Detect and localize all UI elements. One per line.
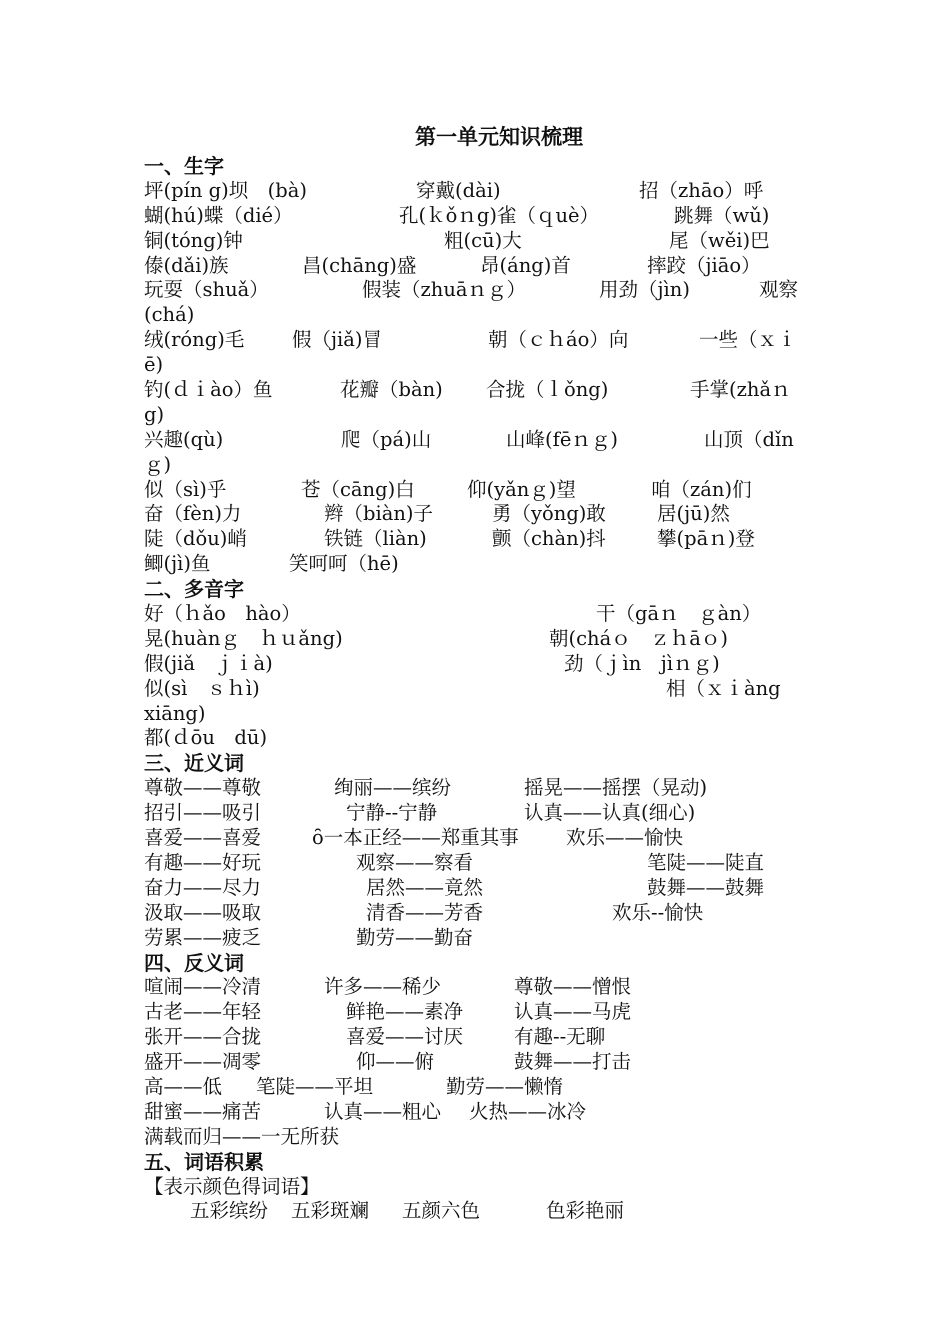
entry-text: 奋（fèn)力: [144, 502, 242, 526]
entry-text: 勤劳——懒惰: [446, 1074, 564, 1098]
entry-text: 相（ｘｉàng: [666, 676, 781, 700]
entry-text: 铁链（liàn): [324, 527, 427, 551]
entry-text: 爬（pá)山: [341, 427, 432, 451]
entry-text: 满载而归——一无所获: [144, 1124, 340, 1148]
entry-text: 认真——认真(细心): [524, 801, 696, 825]
entry-text: 奋力——尽力: [144, 875, 262, 899]
entry-text: g): [144, 402, 165, 426]
char-row: [144, 502, 814, 527]
entry-text: 汲取——吸取: [144, 900, 262, 924]
entry-text: 五彩斑斓: [291, 1199, 370, 1223]
entry-text: 喜爱——讨厌: [346, 1025, 464, 1049]
entry-text: ȏ一本正经——郑重其事: [312, 826, 519, 850]
vocabulary-words-row: [144, 1199, 814, 1224]
entry-text: xiāng): [144, 701, 206, 725]
entry-text: 居然——竟然: [366, 875, 484, 899]
entry-text: 许多——稀少: [324, 975, 442, 999]
entry-text: 笑呵呵（hē): [289, 552, 399, 576]
entry-text: 喜爱——喜爱: [144, 826, 262, 850]
entry-text: ē): [144, 353, 164, 377]
vocabulary-subheading: [144, 1175, 814, 1200]
entry-text: 摔跤（jiāo）: [647, 253, 761, 277]
entry-text: 都(ｄōu dū): [144, 726, 268, 750]
entry-text: 钓(ｄｉào）鱼: [144, 378, 273, 402]
entry-text: 勤劳——勤奋: [356, 925, 474, 949]
char-row: [144, 278, 814, 303]
entry-text: 招引——吸引: [144, 801, 262, 825]
entry-text: 穿戴(dài): [416, 178, 501, 202]
char-row: [144, 552, 814, 577]
entry-text: 假装（zhuāｎｇ）: [362, 278, 527, 302]
char-row: [144, 527, 814, 552]
char-row: [144, 453, 814, 478]
entry-text: 咱（zán)们: [651, 477, 752, 501]
entry-text: 合拢（ｌǒng): [486, 378, 609, 402]
entry-text: 假（jiǎ)冒: [292, 328, 383, 352]
entry-text: 一些（ｘｉ: [699, 328, 797, 352]
char-row: [144, 353, 814, 378]
entry-text: 有趣--无聊: [514, 1025, 606, 1049]
polyphone-row: [144, 726, 814, 751]
entry-text: 宁静--宁静: [346, 801, 438, 825]
synonym-row: [144, 851, 814, 876]
entry-text: 傣(dǎi)族: [144, 253, 229, 277]
antonym-row: [144, 1125, 814, 1150]
entry-text: 张开——合拢: [144, 1025, 262, 1049]
char-row: [144, 478, 814, 503]
entry-text: 朝（ｃｈáo）向: [488, 328, 629, 352]
antonym-row: [144, 1050, 814, 1075]
antonym-row: [144, 1025, 814, 1050]
entry-text: 清香——芳香: [366, 900, 484, 924]
entry-text: 蝴(hú)蝶（dié）: [144, 203, 293, 227]
entry-text: 粗(cū)大: [444, 228, 522, 252]
synonym-row: [144, 826, 814, 851]
entry-text: 颤（chàn)抖: [492, 527, 606, 551]
section-heading-synonyms: 三、近义词: [144, 751, 244, 776]
char-row: [144, 328, 814, 353]
polyphone-row: [144, 627, 814, 652]
entry-text: 干（gāｎ ｇàn）: [596, 602, 762, 626]
antonym-row: [144, 975, 814, 1000]
entry-text: 尊敬——尊敬: [144, 776, 262, 800]
entry-text: 似（sì)乎: [144, 477, 227, 501]
section-heading-antonyms: 四、反义词: [144, 950, 244, 975]
entry-text: 坪(pín g)坝 (bà): [144, 178, 307, 202]
entry-text: 居(jū)然: [657, 502, 730, 526]
entry-text: 晃(huànｇ ｈｕǎng): [144, 626, 343, 650]
entry-text: 喧闹——冷清: [144, 975, 262, 999]
entry-text: 欢乐--愉快: [612, 900, 704, 924]
entry-text: 攀(pāｎ)登: [657, 527, 755, 551]
entry-text: 朝(cháｏ ｚｈāｏ): [549, 626, 728, 650]
char-row: [144, 378, 814, 403]
section-heading-new-characters: 一、生字: [144, 154, 224, 178]
antonym-row: [144, 1000, 814, 1025]
entry-text: 五彩缤纷: [190, 1199, 269, 1223]
synonym-row: [144, 926, 814, 951]
entry-text: 好（ｈǎo hào）: [144, 602, 301, 626]
entry-text: 古老——年轻: [144, 1000, 262, 1024]
entry-text: 劳累——疲乏: [144, 925, 262, 949]
char-row: [144, 303, 814, 328]
polyphone-row: [144, 677, 814, 702]
entry-text: 认真——粗心: [324, 1099, 442, 1123]
section-heading-polyphones: 二、多音字: [144, 577, 244, 602]
entry-text: 【表示颜色得词语】: [144, 1174, 320, 1198]
entry-text: 鼓舞——打击: [514, 1050, 632, 1074]
synonym-row: [144, 801, 814, 826]
char-row: [144, 428, 814, 453]
entry-text: 玩耍（shuǎ）: [144, 278, 269, 302]
synonym-row: [144, 876, 814, 901]
entry-text: 昌(chāng)盛: [302, 253, 417, 277]
entry-text: 绚丽——缤纷: [334, 776, 452, 800]
entry-text: 山顶（dǐn: [704, 427, 794, 451]
entry-text: 色彩艳丽: [546, 1199, 625, 1223]
entry-text: 认真——马虎: [514, 1000, 632, 1024]
entry-text: 仰——俯: [356, 1050, 435, 1074]
entry-text: 有趣——好玩: [144, 850, 262, 874]
polyphone-row: [144, 702, 814, 727]
entry-text: 用劲（jìn): [599, 278, 690, 302]
entry-text: 绒(róng)毛: [144, 328, 245, 352]
entry-text: 观察——察看: [356, 850, 474, 874]
entry-text: 盛开——凋零: [144, 1050, 262, 1074]
entry-text: (chá): [144, 303, 195, 327]
entry-text: 鲜艳——素净: [346, 1000, 464, 1024]
entry-text: 观察: [759, 278, 799, 302]
entry-text: 苍（cāng)白: [301, 477, 415, 501]
entry-text: 尾（wěi)巴: [669, 228, 770, 252]
entry-text: 勇（yǒng)敢: [492, 502, 606, 526]
entry-text: 高——低: [144, 1074, 223, 1098]
entry-text: 尊敬——憎恨: [514, 975, 632, 999]
entry-text: 劲（ｊìn jìｎｇ): [564, 651, 720, 675]
entry-text: 跳舞（wǔ): [674, 203, 770, 227]
entry-text: 五颜六色: [402, 1199, 481, 1223]
char-row: [144, 254, 814, 279]
entry-text: 笔陡——陡直: [647, 850, 765, 874]
entry-text: 铜(tóng)钟: [144, 228, 243, 252]
entry-text: 孔(ｋǒｎg)雀（ｑuè）: [399, 203, 600, 227]
entry-text: 陡（dǒu)峭: [144, 527, 247, 551]
entry-text: 摇晃——摇摆（晃动): [524, 776, 708, 800]
antonym-row: [144, 1075, 814, 1100]
entry-text: 兴趣(qù): [144, 427, 224, 451]
entry-text: 甜蜜——痛苦: [144, 1099, 262, 1123]
entry-text: 鲫(jì)鱼: [144, 552, 211, 576]
char-row: [144, 403, 814, 428]
entry-text: 鼓舞——鼓舞: [647, 875, 765, 899]
entry-text: 辫（biàn)子: [324, 502, 434, 526]
entry-text: 似(sì ｓｈì): [144, 676, 260, 700]
document-page: [144, 120, 814, 1224]
entry-text: 招（zhāo）呼: [639, 178, 764, 202]
entry-text: 火热——冰冷: [469, 1099, 587, 1123]
char-row: [144, 229, 814, 254]
entry-text: 昂(áng)首: [480, 253, 571, 277]
entry-text: 欢乐——愉快: [566, 826, 684, 850]
entry-text: 山峰(fēｎｇ): [506, 427, 618, 451]
page-title: 第一单元知识梳理: [415, 124, 583, 149]
entry-text: 笔陡——平坦: [256, 1074, 374, 1098]
section-heading-vocabulary: 五、词语积累: [144, 1149, 264, 1174]
entry-text: 假(jiǎ ｊｉà): [144, 651, 273, 675]
char-row: [144, 179, 814, 204]
entry-text: 仰(yǎnｇ)望: [467, 477, 576, 501]
synonym-row: [144, 901, 814, 926]
char-row: [144, 204, 814, 229]
antonym-row: [144, 1100, 814, 1125]
entry-text: ｇ): [144, 452, 172, 476]
entry-text: 花瓣（bàn): [340, 378, 443, 402]
polyphone-row: [144, 652, 814, 677]
polyphone-row: [144, 602, 814, 627]
synonym-row: [144, 776, 814, 801]
entry-text: 手掌(zhǎｎ: [690, 378, 791, 402]
